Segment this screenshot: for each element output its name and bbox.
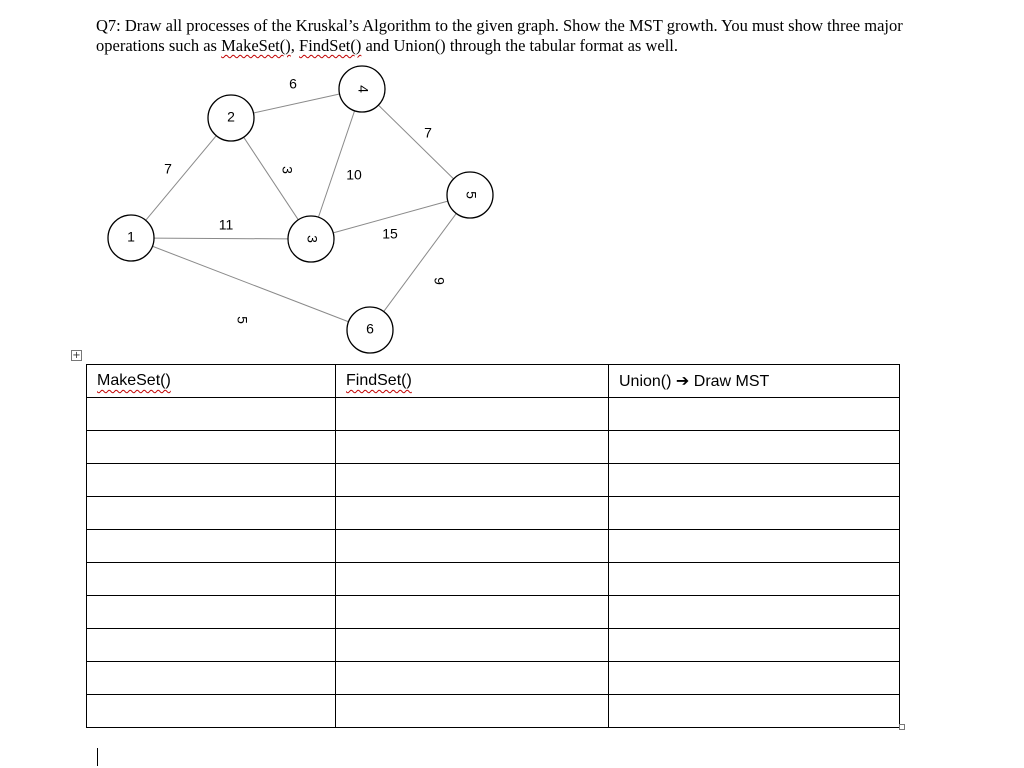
- table-row: [87, 497, 900, 530]
- edge-weight-2-3: 3: [279, 166, 296, 174]
- table-row: [87, 530, 900, 563]
- union-term: Union(): [393, 36, 446, 55]
- table-cell[interactable]: [336, 629, 609, 662]
- table-row: [87, 695, 900, 728]
- graph-node-3: [288, 216, 334, 262]
- node-label: 6: [366, 320, 374, 337]
- table-cell[interactable]: [609, 695, 900, 728]
- table-cell[interactable]: [336, 431, 609, 464]
- table-cell[interactable]: [609, 464, 900, 497]
- table-row: [87, 464, 900, 497]
- table-cell[interactable]: [609, 398, 900, 431]
- union-header[interactable]: Union() ➔ Draw MST: [609, 365, 900, 398]
- table-cell[interactable]: [609, 629, 900, 662]
- table-cell[interactable]: [336, 497, 609, 530]
- edge-weight-3-5: 15: [382, 225, 398, 242]
- table-cell[interactable]: [609, 497, 900, 530]
- node-label: 3: [304, 235, 321, 243]
- table-cell[interactable]: [609, 596, 900, 629]
- graph-node-1: [108, 215, 154, 261]
- table-cell[interactable]: [336, 464, 609, 497]
- table-cell[interactable]: [87, 596, 336, 629]
- table-cell[interactable]: [336, 398, 609, 431]
- edge-weight-4-5: 7: [424, 124, 432, 141]
- table-cell[interactable]: [609, 431, 900, 464]
- table-cell[interactable]: [336, 530, 609, 563]
- edge-weight-1-6: 5: [234, 316, 251, 324]
- table-cell[interactable]: [87, 695, 336, 728]
- graph-edge-4-3: [318, 111, 354, 217]
- graph-edge-1-3: [154, 238, 288, 239]
- table-cell[interactable]: [609, 662, 900, 695]
- table-row: [87, 596, 900, 629]
- question-sep1: ,: [290, 36, 300, 55]
- graph-edge-2-4: [253, 94, 339, 113]
- table-row: [87, 629, 900, 662]
- table-cell[interactable]: [87, 629, 336, 662]
- table-cell[interactable]: [87, 662, 336, 695]
- graph-node-4: [339, 66, 385, 112]
- makeset-term: MakeSet(): [221, 36, 291, 55]
- text-cursor: [97, 748, 98, 766]
- table-cell[interactable]: [336, 563, 609, 596]
- question-suffix: through the tabular format as well.: [445, 36, 678, 55]
- makeset-header[interactable]: MakeSet(): [87, 365, 336, 398]
- move-cross-icon[interactable]: +: [72, 350, 81, 361]
- question-sep2: and: [361, 36, 394, 55]
- graph-edge-4-5: [378, 105, 453, 179]
- table-cell[interactable]: [336, 695, 609, 728]
- table-cell[interactable]: [87, 530, 336, 563]
- table-header-row: [87, 365, 900, 398]
- question-prefix: Q7: Draw all processes of the Kruskal’s Algorithm to the given graph. Show the MST growth. You must show three major operations such as: [96, 16, 903, 55]
- graph-edge-2-3: [244, 137, 299, 220]
- edge-weight-1-3: 11: [218, 216, 234, 233]
- node-label: 5: [463, 191, 480, 199]
- table-cell[interactable]: [609, 530, 900, 563]
- node-label: 1: [127, 228, 135, 245]
- graph-node-5: [447, 172, 493, 218]
- edge-weight-4-3: 10: [346, 166, 362, 183]
- table-cell[interactable]: [609, 563, 900, 596]
- graph-node-2: [208, 95, 254, 141]
- graph-diagram: [0, 0, 1024, 360]
- resize-handle-icon[interactable]: [899, 724, 905, 730]
- table-row: [87, 563, 900, 596]
- graph-node-6: [347, 307, 393, 353]
- table-row: [87, 398, 900, 431]
- table-row: [87, 662, 900, 695]
- table-cell[interactable]: [87, 497, 336, 530]
- table-cell[interactable]: [336, 662, 609, 695]
- edge-weight-2-4: 6: [289, 75, 297, 92]
- edge-weight-1-2: 7: [164, 160, 172, 177]
- edge-weight-5-6: 9: [431, 277, 448, 285]
- node-label: 4: [355, 85, 372, 93]
- graph-edge-1-2: [146, 136, 217, 221]
- table-cell[interactable]: [87, 398, 336, 431]
- findset-header[interactable]: FindSet(): [336, 365, 609, 398]
- table-row: [87, 431, 900, 464]
- node-label: 2: [227, 108, 235, 125]
- table-cell[interactable]: [336, 596, 609, 629]
- operations-table[interactable]: [86, 364, 900, 728]
- table-cell[interactable]: [87, 431, 336, 464]
- findset-term: FindSet(): [299, 36, 362, 55]
- table-cell[interactable]: [87, 464, 336, 497]
- table-cell[interactable]: [87, 563, 336, 596]
